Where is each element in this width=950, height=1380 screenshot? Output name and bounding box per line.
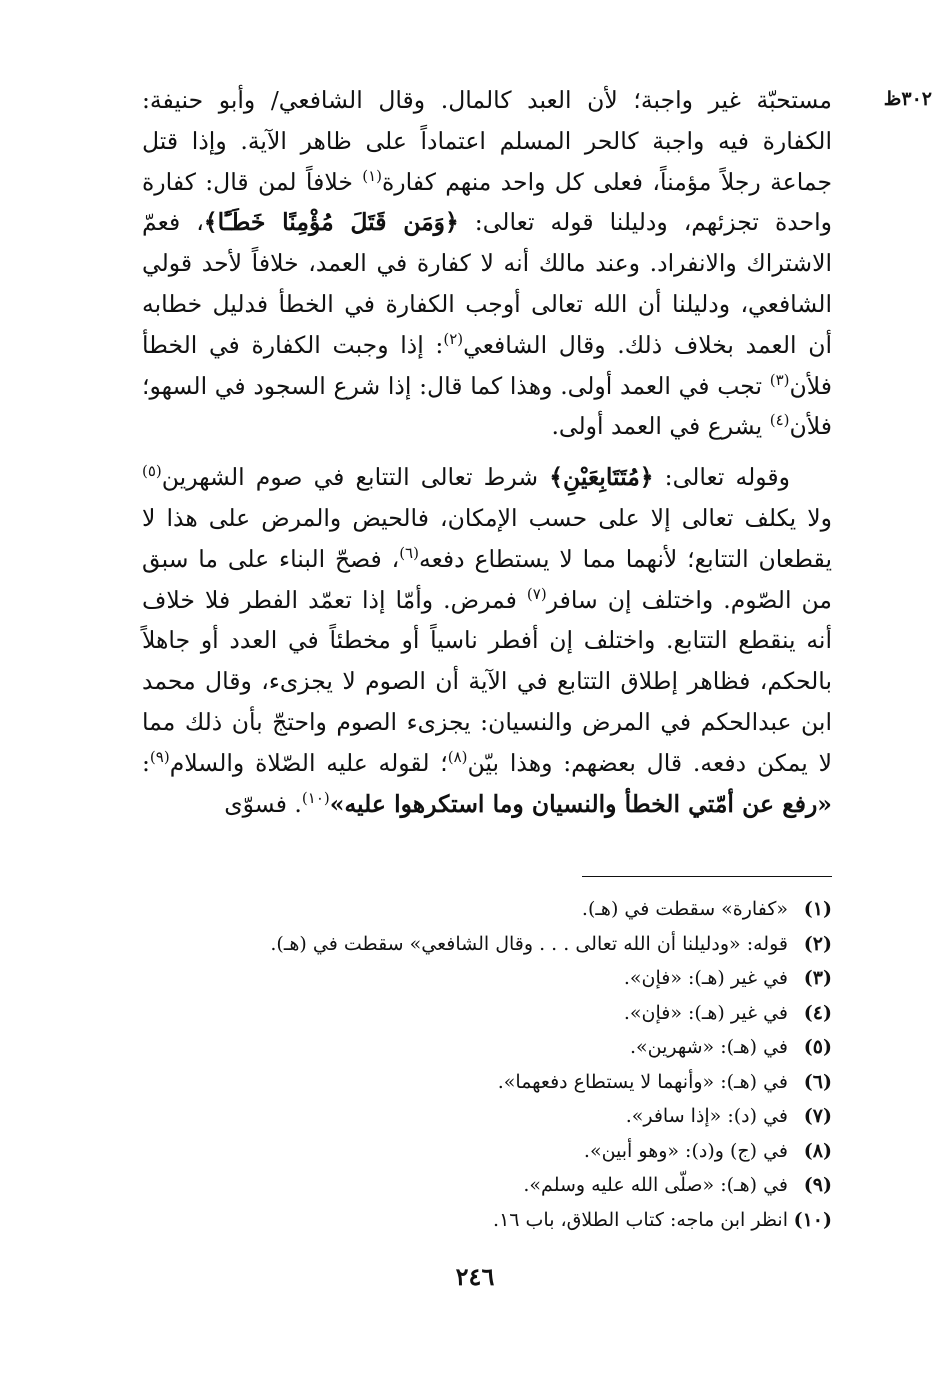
text-run: : إذا وجبت الكفارة في الخطأ فلأن [142, 330, 832, 400]
footnote-item [142, 996, 832, 1031]
footnote-ref: (٦) [399, 543, 419, 562]
footnote-item [142, 927, 832, 962]
quran-citation: ﴿وَمَن قَتَلَ مُؤْمِنًا خَطَـًٔا﴾ [203, 208, 459, 237]
footnote-ref: (١) [362, 166, 382, 185]
footnote-text: في (هـ): «صلّى الله عليه وسلم». [523, 1174, 788, 1196]
footnotes-list [142, 892, 832, 1237]
footnote-number: (٢) [803, 932, 832, 955]
footnote-item [142, 1099, 832, 1134]
text-run: تجب في العمد أولى. وهذا كما قال: إذا شرع السجود في السهو؛ فلأن [142, 371, 832, 441]
footnote-number: (١) [803, 898, 832, 920]
text-run: فمرض. وأمّا إذا تعمّد الفطر فلا خلاف أنه ينقطع التتابع. واختلف إن أفطر ناسياً أو مخطئاً في العدد أو جاهلاً بالحكم، فظاهر إطلاق التتابع في الآية أن الصوم لا يجزىء، وقال محمد ابن عبدالحكم في المرض والنسيان: يجزىء الصوم واحتجّ بأن ذلك مما لا يمكن دفعه. قال بعضهم: وهذا بيّن [142, 585, 833, 777]
footnote-ref: (٩) [149, 747, 170, 766]
footnote-ref: (٥) [142, 462, 162, 481]
footnote-item [142, 961, 832, 996]
footnote-text: قوله: «ودليلنا أن الله تعالى . . . وقال الشافعي» سقطت في (هـ). [270, 932, 788, 955]
footnote-separator [582, 876, 832, 877]
footnote-ref: (٨) [447, 747, 468, 766]
margin-folio-note: ٣٠٢ظ [883, 88, 932, 110]
footnote-number: (٦) [803, 1070, 832, 1093]
footnote-text: في (هـ): «وأنهما لا يستطاع دفعهما». [497, 1070, 788, 1093]
footnote-number: (٣) [803, 967, 832, 989]
paragraph-1 [142, 80, 832, 447]
footnote-number: (٥) [803, 1036, 832, 1058]
footnote-item [142, 1134, 832, 1169]
text-run: خلافاً لمن قال: كفارة واحدة تجزئهم، ودليلنا قوله تعالى: [142, 167, 833, 237]
main-text [142, 80, 832, 824]
text-run: ، فعمّ الاشتراك والانفراد. وعند مالك أنه لا كفارة في العمد، خلافاً لأحد قولي الشافعي، ودليلنا أن الله تعالى أوجب الكفارة في الخطأ فدليل خطابه أن العمد بخلاف ذلك. وقال الشافعي [142, 208, 832, 359]
footnote-number: (٤) [803, 1001, 832, 1024]
footnote-number: (١٠) [793, 1208, 832, 1231]
page-number: ٢٤٦ [455, 1262, 495, 1291]
footnote-item [142, 1065, 832, 1100]
footnote-ref: (٤) [769, 411, 790, 430]
text-run: وقوله تعالى: [653, 463, 791, 492]
footnote-text: في غير (هـ): «فإن». [623, 1001, 788, 1024]
footnote-item [142, 1030, 832, 1065]
footnote-text: في (ج) و(د): «وهو أبين». [583, 1139, 788, 1162]
footnote-text: «كفارة» سقطت في (هـ). [581, 898, 788, 920]
footnote-item [142, 1203, 832, 1238]
footnote-text: في (د): «إذا سافر». [625, 1105, 788, 1127]
text-run: يشرع في العمد أولى. [551, 412, 770, 441]
text-run: ؛ لقوله عليه الصّلاة والسلام [169, 748, 448, 777]
footnote-number: (٨) [803, 1139, 832, 1162]
quran-citation: ﴿مُتَتَابِعَيْنِ﴾ [549, 463, 654, 492]
footnote-ref: (٣) [769, 370, 790, 389]
text-run: . فسوّى [224, 789, 302, 818]
footnote-number: (٧) [803, 1105, 832, 1127]
footnote-text: في غير (هـ): «فإن». [623, 967, 788, 989]
text-run: ولا يكلف تعالى إلا على حسب الإمكان، فالحيض والمرض على هذا لا يقطعان التتابع؛ لأنهما مما لا يستطاع دفعه [142, 503, 832, 573]
text-run: مستحبّة غير واجبة؛ لأن العبد كالمال. وقال الشافعي/ وأبو حنيفة: الكفارة فيه واجبة كالحر المسلم اعتماداً على ظاهر الآية. وإذا قتل جماعة رجلاً مؤمناً، فعلى كل واحد منهم كفارة [142, 86, 832, 196]
text-run: : [142, 748, 150, 777]
footnote-text: في (هـ): «شهرين». [629, 1036, 788, 1058]
footnote-ref: (٢) [443, 329, 464, 348]
text-run: شرط تعالى التتابع في صوم الشهرين [161, 463, 550, 492]
paragraph-2 [142, 457, 832, 824]
text-run: ، فصحّ البناء على ما سبق من الصّوم. واختلف إن سافر [142, 544, 833, 614]
footnote-text: انظر ابن ماجه: كتاب الطلاق، باب ١٦. [493, 1208, 788, 1231]
footnote-ref: (١٠) [301, 788, 330, 807]
footnote-item [142, 892, 832, 927]
hadith-quote: «رفع عن أمّتي الخطأ والنسيان وما استكرهوا عليه» [329, 789, 832, 818]
footnote-ref: (٧) [526, 584, 547, 603]
footnote-item [142, 1168, 832, 1203]
footnote-number: (٩) [803, 1174, 832, 1196]
